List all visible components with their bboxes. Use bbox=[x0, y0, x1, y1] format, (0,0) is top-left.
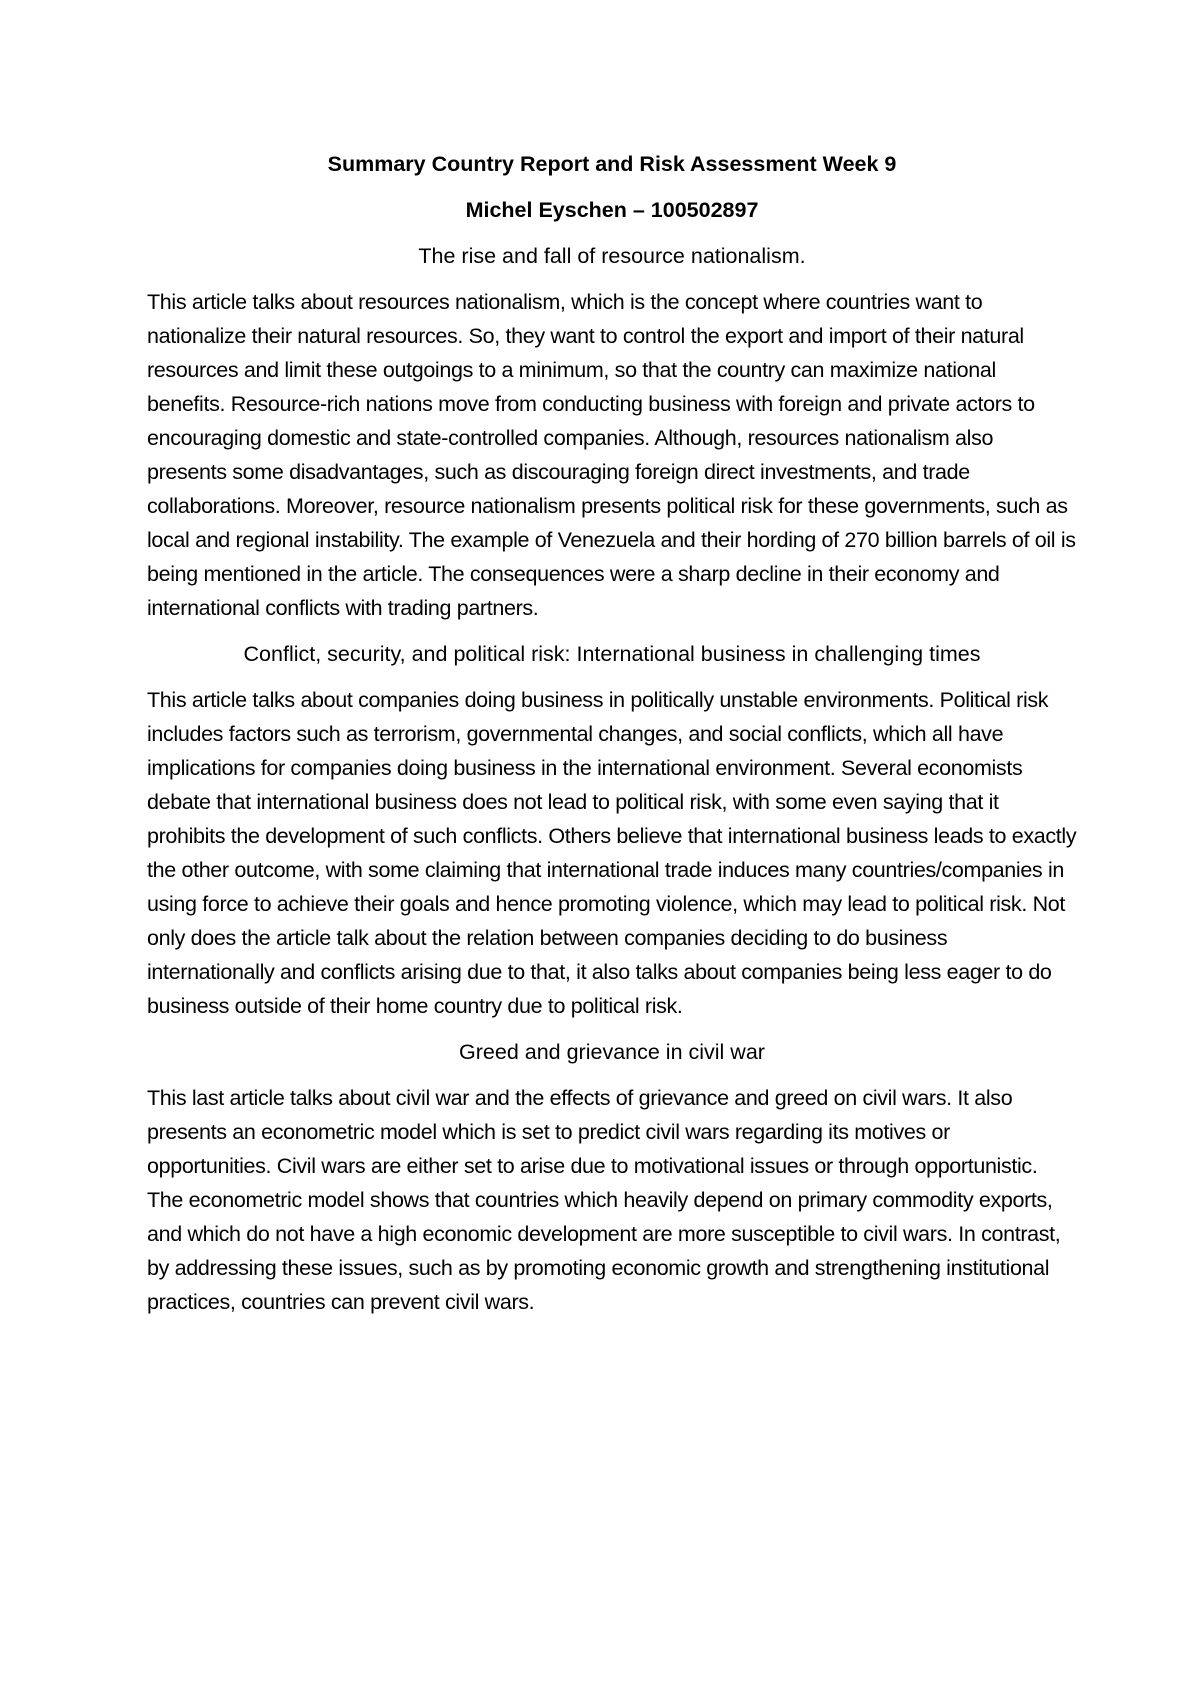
document-title: Summary Country Report and Risk Assessment Week 9 bbox=[327, 152, 897, 176]
section-body-political-risk: This article talks about companies doing business in politically unstable environments. Political risk includes factors such as terrorism, governmental changes, and social conflicts, which all have implications for companies doing business in the international environment. Several economists debate that international business does not lead to political risk, with some even saying that it prohibits the development of such conflicts. Others believe that international business leads to exactly the other outcome, with some claiming that international trade induces many countries/companies in using force to achieve their goals and hence promoting violence, which may lead to political risk. Not only does the article talk about the relation between companies deciding to do business internationally and conflicts arising due to that, it also talks about companies being less eager to do business outside of their home country due to political risk. bbox=[147, 688, 1077, 1018]
document-content bbox=[147, 147, 1077, 1331]
section-body-civil-war: This last article talks about civil war and the effects of grievance and greed on civil wars. It also presents an econometric model which is set to predict civil wars regarding its motives or opportunities. Civil wars are either set to arise due to motivational issues or through opportunistic. The econometric model shows that countries which heavily depend on primary commodity exports, and which do not have a high economic development are more susceptible to civil wars. In contrast, by addressing these issues, such as by promoting economic growth and strengthening institutional practices, countries can prevent civil wars. bbox=[147, 1086, 1061, 1314]
section-heading-resource-nationalism: The rise and fall of resource nationalism. bbox=[418, 244, 806, 268]
section-body-resource-nationalism: This article talks about resources nationalism, which is the concept where countries want to nationalize their natural resources. So, they want to control the export and import of their natural resources and limit these outgoings to a minimum, so that the country can maximize national benefits. Resource-rich nations move from conducting business with foreign and private actors to encouraging domestic and state-controlled companies. Although, resources nationalism also presents some disadvantages, such as discouraging foreign direct investments, and trade collaborations. Moreover, resource nationalism presents political risk for these governments, such as local and regional instability. The example of Venezuela and their hording of 270 billion barrels of oil is being mentioned in the article. The consequences were a sharp decline in their economy and international conflicts with trading partners. bbox=[147, 290, 1076, 620]
author-line: Michel Eyschen – 100502897 bbox=[465, 198, 759, 222]
section-heading-civil-war: Greed and grievance in civil war bbox=[459, 1040, 765, 1064]
section-heading-political-risk: Conflict, security, and political risk: International business in challenging times bbox=[243, 642, 981, 666]
